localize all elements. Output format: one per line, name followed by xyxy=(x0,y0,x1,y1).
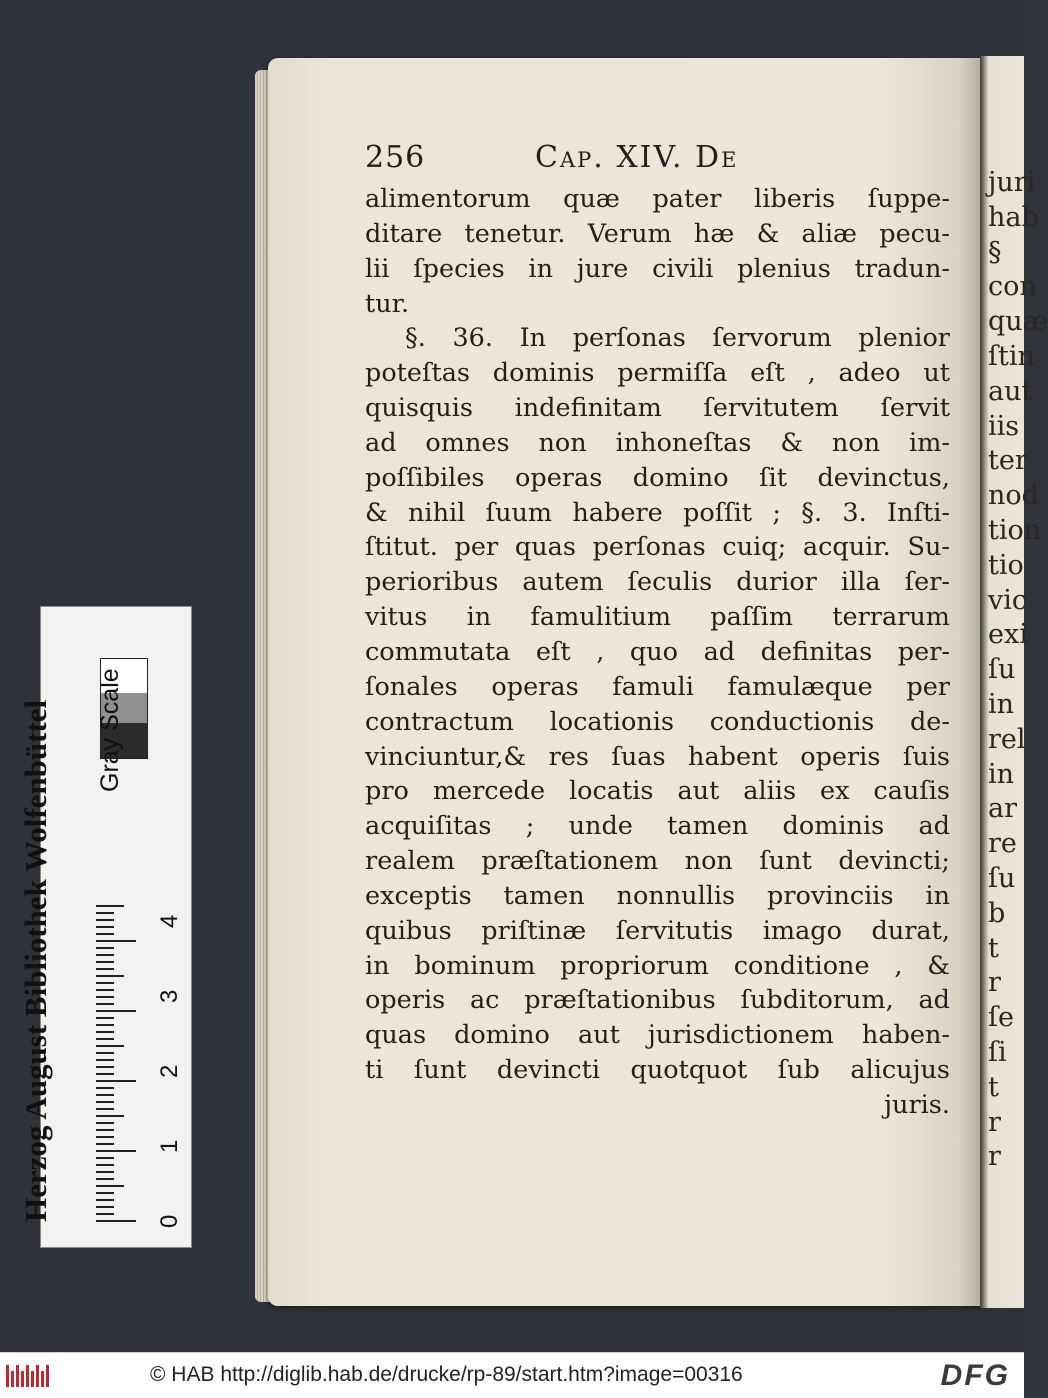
ruler-tick xyxy=(96,1003,114,1005)
ruler-tick xyxy=(96,1178,114,1180)
gray-scale-label: Gray Scale xyxy=(96,668,124,792)
ruler-tick xyxy=(96,1101,114,1103)
ruler-tick xyxy=(96,940,136,942)
ruler-tick xyxy=(96,1220,136,1222)
ruler-tick xyxy=(96,1157,114,1159)
text-line: alimentorum quæ pater liberis ſuppe- xyxy=(365,184,950,214)
ruler-tick xyxy=(96,1010,136,1012)
page-number: 256 xyxy=(365,140,426,175)
ruler-tick xyxy=(96,968,114,970)
ruler-tick xyxy=(96,1115,124,1117)
dfg-logo: DFG xyxy=(940,1359,1010,1392)
ruler-tick-label: 1 xyxy=(156,1139,183,1154)
ruler-tick xyxy=(96,1066,114,1068)
ruler-tick xyxy=(96,1122,114,1124)
ruler-tick xyxy=(96,1143,114,1145)
text-line: quas domino aut jurisdictionem haben- xyxy=(365,1020,950,1051)
text-line: acquiſitas ; unde tamen dominis ad xyxy=(365,811,950,842)
adjacent-page-text: juri hab § con quæ ſtin aut iis ter nod tion tio vic exi ſu in rel in ar re ſu b t r ſe ſi t r r xyxy=(988,167,1048,1173)
ruler-tick xyxy=(96,1150,136,1152)
ruler-tick xyxy=(96,1185,124,1187)
ruler-tick xyxy=(96,954,114,956)
ruler-tick xyxy=(96,1024,114,1026)
text-line: realem præſtationem non ſunt devincti; xyxy=(365,846,950,877)
ruler-tick xyxy=(96,1108,114,1110)
ruler-tick xyxy=(96,919,114,921)
text-line: vitus in famulitium paſſim terrarum xyxy=(365,602,950,633)
text-line: commutata eſt , quo ad definitas per- xyxy=(365,636,950,667)
citation-link[interactable]: © HAB http://diglib.hab.de/drucke/rp-89/start.htm?image=00316 xyxy=(150,1363,743,1386)
ruler-tick xyxy=(96,1017,114,1019)
ruler-tick xyxy=(96,1080,136,1082)
ruler-tick xyxy=(96,947,114,949)
text-line: tur. xyxy=(365,288,410,319)
page-header xyxy=(365,140,950,182)
text-line: perioribus autem ſeculis durior illa ſer- xyxy=(365,567,950,598)
ruler-tick xyxy=(96,1164,114,1166)
text-line: lii ſpecies in jure civili plenius tradun- xyxy=(365,253,950,284)
ruler-tick xyxy=(96,1129,114,1131)
text-line: ſonales operas famuli famulæque per xyxy=(365,671,950,702)
ruler-tick xyxy=(96,975,124,977)
ruler-tick xyxy=(96,1052,114,1054)
text-line: ad omnes non inhoneſtas & non im- xyxy=(365,427,950,458)
ruler-tick-label: 3 xyxy=(156,989,183,1004)
footer-bar xyxy=(0,1352,1024,1398)
text-line: poteſtas dominis permiſſa eſt , adeo ut xyxy=(365,358,950,389)
ruler-tick xyxy=(96,1206,114,1208)
hab-logo-icon xyxy=(6,1365,49,1387)
ruler-tick xyxy=(96,1213,114,1215)
ruler-tick xyxy=(96,1087,114,1089)
running-title: Cap. XIV. De xyxy=(535,140,739,175)
ruler-tick xyxy=(96,933,114,935)
text-line: ditare tenetur. Verum hæ & aliæ pecu- xyxy=(365,218,950,249)
text-line: ti ſunt devincti quotquot ſub alicujus xyxy=(365,1055,950,1086)
ruler-tick xyxy=(96,961,114,963)
ruler-tick xyxy=(96,1171,114,1173)
ruler-tick xyxy=(96,1059,114,1061)
text-line: §. 36. In perſonas ſervorum plenior xyxy=(405,323,950,354)
ruler-tick xyxy=(96,1199,114,1201)
ruler-tick xyxy=(96,1073,114,1075)
ruler-tick xyxy=(96,996,114,998)
ruler-tick xyxy=(96,1094,114,1096)
body-text xyxy=(365,182,950,1123)
ruler-tick xyxy=(96,1136,114,1138)
ruler-tick-label: 2 xyxy=(156,1064,183,1079)
text-line: exceptis tamen nonnullis provinciis in xyxy=(365,880,950,911)
ruler-tick xyxy=(96,1038,114,1040)
institution-label: Herzog August Bibliothek Wolfenbüttel xyxy=(18,699,53,1222)
text-line: contractum locationis conductionis de- xyxy=(365,706,950,737)
ruler-tick xyxy=(96,905,124,907)
text-line: ſtitut. per quas perſonas cuiq; acquir. Su- xyxy=(365,532,950,563)
ruler-tick xyxy=(96,1031,114,1033)
ruler-tick xyxy=(96,1045,124,1047)
page-text-block xyxy=(365,140,950,1123)
ruler-tick xyxy=(96,912,114,914)
text-line: & nihil ſuum habere poſſit ; §. 3. Inſti- xyxy=(365,497,950,528)
ruler-tick xyxy=(96,926,114,928)
ruler-tick xyxy=(96,1192,114,1194)
ruler-tick xyxy=(96,982,114,984)
ruler-tick-label: 0 xyxy=(156,1214,183,1228)
text-line: quisquis indefinitam ſervitutem ſervit xyxy=(365,393,950,424)
ruler-tick-label: 4 xyxy=(156,915,183,929)
text-line: juris. xyxy=(884,1089,950,1120)
text-line: vinciuntur,& res ſuas habent operis ſuis xyxy=(365,741,950,772)
text-line: in bominum propriorum conditione , & xyxy=(365,950,950,981)
text-line: quibus priſtinæ ſervitutis imago durat, xyxy=(365,915,950,946)
ruler-tick xyxy=(96,989,114,991)
text-line: operis ac præſtationibus ſubditorum, ad xyxy=(365,985,950,1016)
text-line: pro mercede locatis aut aliis ex cauſis xyxy=(365,776,950,807)
text-line: poſſibiles operas domino ſit devinctus, xyxy=(365,462,950,493)
